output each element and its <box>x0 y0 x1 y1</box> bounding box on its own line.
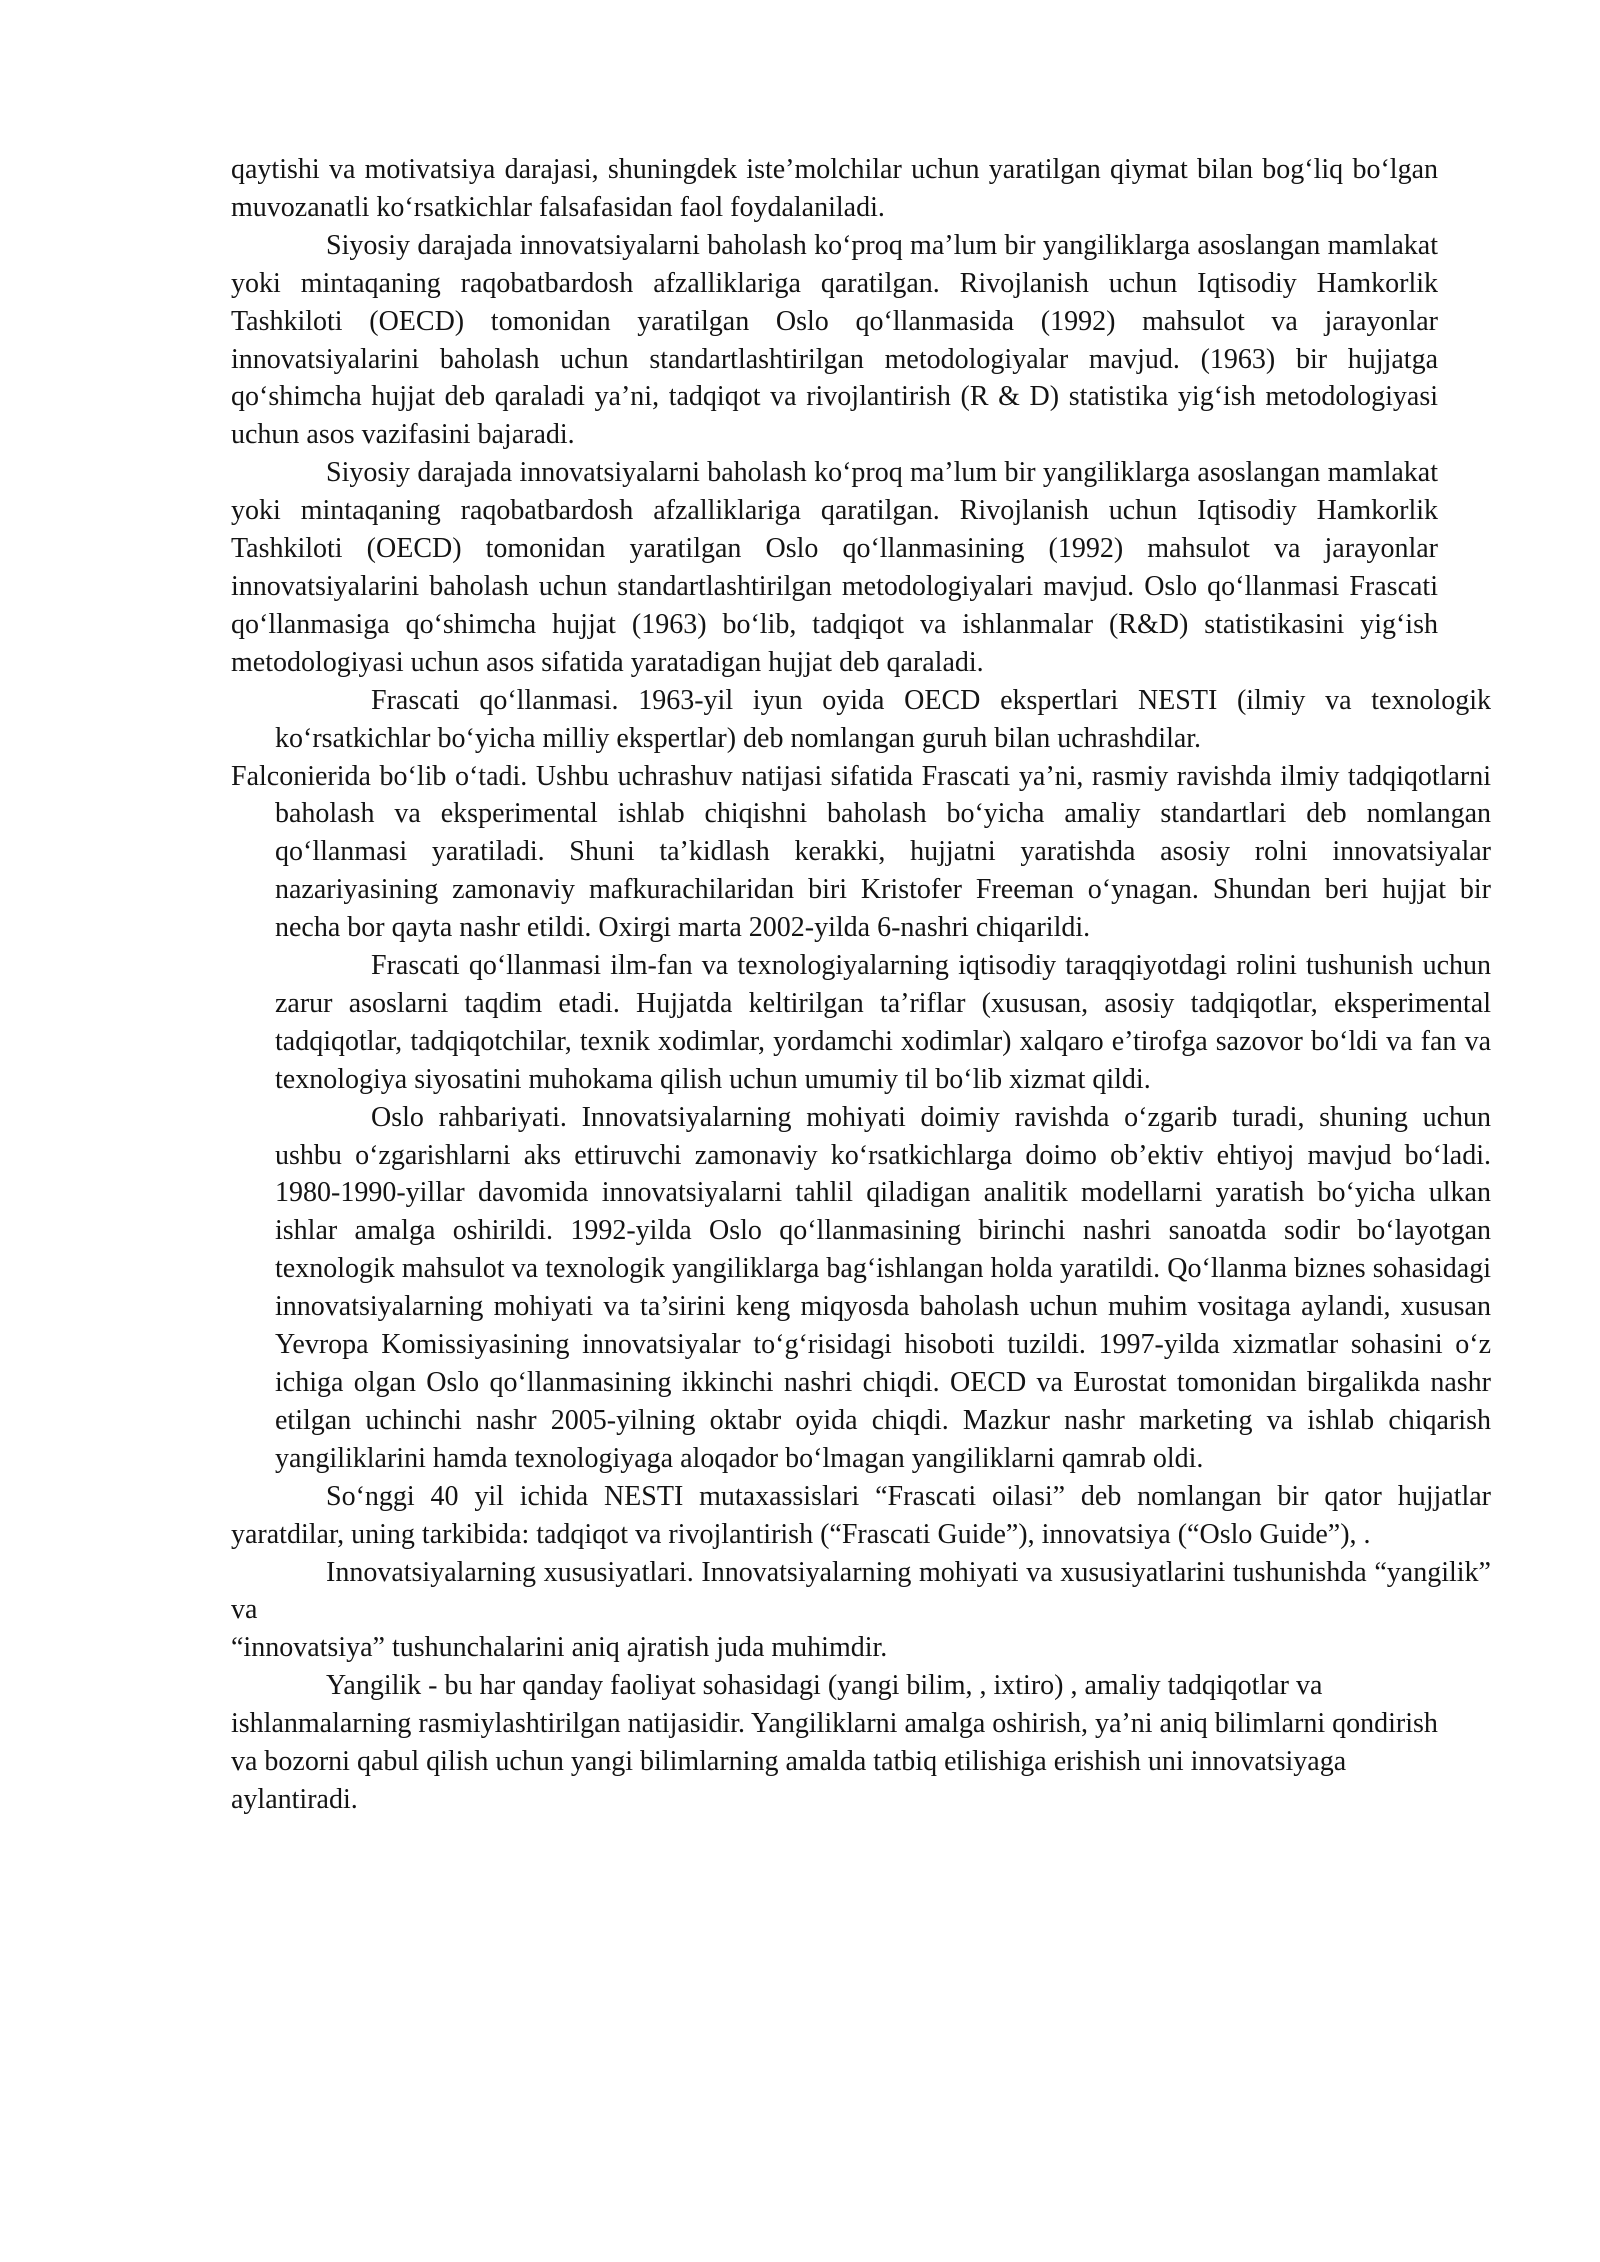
paragraph-oslo-manual: Oslo rahbariyati. Innovatsiyalarning mohiyati doimiy ravishda o‘zgarib turadi, shuning uchun ushbu o‘zgarishlarni aks ettiruvchi zamonaviy ko‘rsatkichlarga doimo ob’ektiv ehtiyoj mavjud bo‘ladi. 1980-1990-yillar davomida innovatsiyalarni tahlil qiladigan analitik modellarni yaratish bo‘yicha ulkan ishlar amalga oshirildi. 1992-yilda Oslo qo‘llanmasining birinchi nashri sanoatda sodir bo‘layotgan texnologik mahsulot va texnologik yangiliklarga bag‘ishlangan holda yaratildi. Qo‘llanma biznes sohasidagi innovatsiyalarning mohiyati va ta’sirini keng miqyosda baholash uchun muhim vositaga aylandi, xususan Yevropa Komissiyasining innovatsiyalar to‘g‘risidagi hisoboti tuzildi. 1997-yilda xizmatlar sohasini o‘z ichiga olgan Oslo qo‘llanmasining ikkinchi nashri chiqdi. OECD va Eurostat tomonidan birgalikda nashr etilgan uchinchi nashr 2005-yilning oktabr oyida chiqdi. Mazkur nashr marketing va ishlab chiqarish yangiliklarini hamda texnologiyaga aloqador bo‘lmagan yangiliklarni qamrab oldi. <box>275 1101 1491 1474</box>
paragraph-policy-level-2: Siyosiy darajada innovatsiyalarni baholash ko‘proq ma’lum bir yangiliklarga asoslangan mamlakat yoki mintaqaning raqobatbardosh afzalliklariga qaratilgan. Rivojlanish uchun Iqtisodiy Hamkorlik Tashkiloti (OECD) tomonidan yaratilgan Oslo qo‘llanmasining (1992) mahsulot va jarayonlar innovatsiyalarini baholash uchun standartlashtirilgan metodologiyalari mavjud. Oslo qo‘llanmasi Frascati qo‘llanmasiga qo‘shimcha hujjat (1963) bo‘lib, tadqiqot va ishlanmalar (R&D) statistikasini yig‘ish metodologiyasi uchun asos sifatida yaratadigan hujjat deb qaraladi. <box>231 457 1438 678</box>
paragraph-frascati-manual-role: Frascati qo‘llanmasi ilm-fan va texnologiyalarning iqtisodiy taraqqiyotdagi rolini tushunish uchun zarur asoslarni taqdim etadi. Hujjatda keltirilgan ta’riflar (xususan, asosiy tadqiqotlar, eksperimental tadqiqotlar, tadqiqotchilar, texnik xodimlar, yordamchi xodimlar) xalqaro e’tirofga sazovor bo‘ldi va fan va texnologiya siyosatini muhokama qilish uchun umumiy til bo‘lib xizmat qildi. <box>275 950 1491 1095</box>
paragraph-continuation: qaytishi va motivatsiya darajasi, shuningdek iste’molchilar uchun yaratilgan qiymat bilan bog‘liq bo‘lgan muvozanatli ko‘rsatkichlar falsafasidan faol foydalaniladi. <box>231 154 1438 223</box>
paragraph-innovation-features: Innovatsiyalarning xususiyatlari. Innovatsiyalarning mohiyati va xususiyatlarini tushunishda “yangilik” va <box>231 1556 1491 1626</box>
paragraph-policy-level-1: Siyosiy darajada innovatsiyalarni baholash ko‘proq ma’lum bir yangiliklarga asoslangan mamlakat yoki mintaqaning raqobatbardosh afzalliklariga qaratilgan. Rivojlanish uchun Iqtisodiy Hamkorlik Tashkiloti (OECD) tomonidan yaratilgan Oslo qo‘llanmasida (1992) mahsulot va jarayonlar innovatsiyalarini baholash uchun standartlashtirilgan metodologiyalar mavjud. (1963) bir hujjatga qo‘shimcha hujjat deb qaraladi ya’ni, tadqiqot va rivojlantirish (R & D) statistika yig‘ish metodologiyasi uchun asos vazifasini bajaradi. <box>231 229 1438 451</box>
paragraph-frascati-manual-intro: Frascati qo‘llanmasi. 1963-yil iyun oyida OECD ekspertlari NESTI (ilmiy va texnologik ko‘rsatkichlar bo‘yicha milliy ekspertlar) deb nomlangan guruh bilan uchrashdilar. <box>275 684 1491 754</box>
paragraph-novelty-definition: Yangilik - bu har qanday faoliyat sohasidagi (yangi bilim, , ixtiro) , amaliy tadqiqotlar va ishlanmalarning rasmiylashtirilgan natijasidir. Yangiliklarni amalga oshirish, ya’ni aniq bilimlarni qondirish va bozorni qabul qilish uchun yangi bilimlarning amalda tatbiq etilishiga erishish uni innovatsiyaga aylantiradi. <box>231 1670 1438 1815</box>
paragraph-nesti-experts: So‘nggi 40 yil ichida NESTI mutaxassislari “Frascati oilasi” deb nomlangan bir qator hujjatlar yaratdilar, uning tarkibida: tadqiqot va rivojlantirish (“Frascati Guide”), innovatsiya (“Oslo Guide”), . <box>231 1480 1491 1550</box>
document-page <box>231 151 1491 1819</box>
paragraph-falconieri: Falconierida bo‘lib o‘tadi. Ushbu uchrashuv natijasi sifatida Frascati ya’ni, rasmiy ravishda ilmiy tadqiqotlarni baholash va eksperimental ishlab chiqishni baholash bo‘yicha amaliy standartlari deb nomlangan qo‘llanmasi yaratiladi. Shuni ta’kidlash kerakki, hujjatni yaratishda asosiy rolni innovatsiyalar nazariyasining zamonaviy mafkurachilaridan biri Kristofer Freeman o‘ynagan. Shundan beri hujjat bir necha bor qayta nashr etildi. Oxirgi marta 2002-yilda 6-nashri chiqarildi. <box>231 760 1491 944</box>
paragraph-innovation-concepts: “innovatsiya” tushunchalarini aniq ajratish juda muhimdir. <box>231 1632 888 1664</box>
